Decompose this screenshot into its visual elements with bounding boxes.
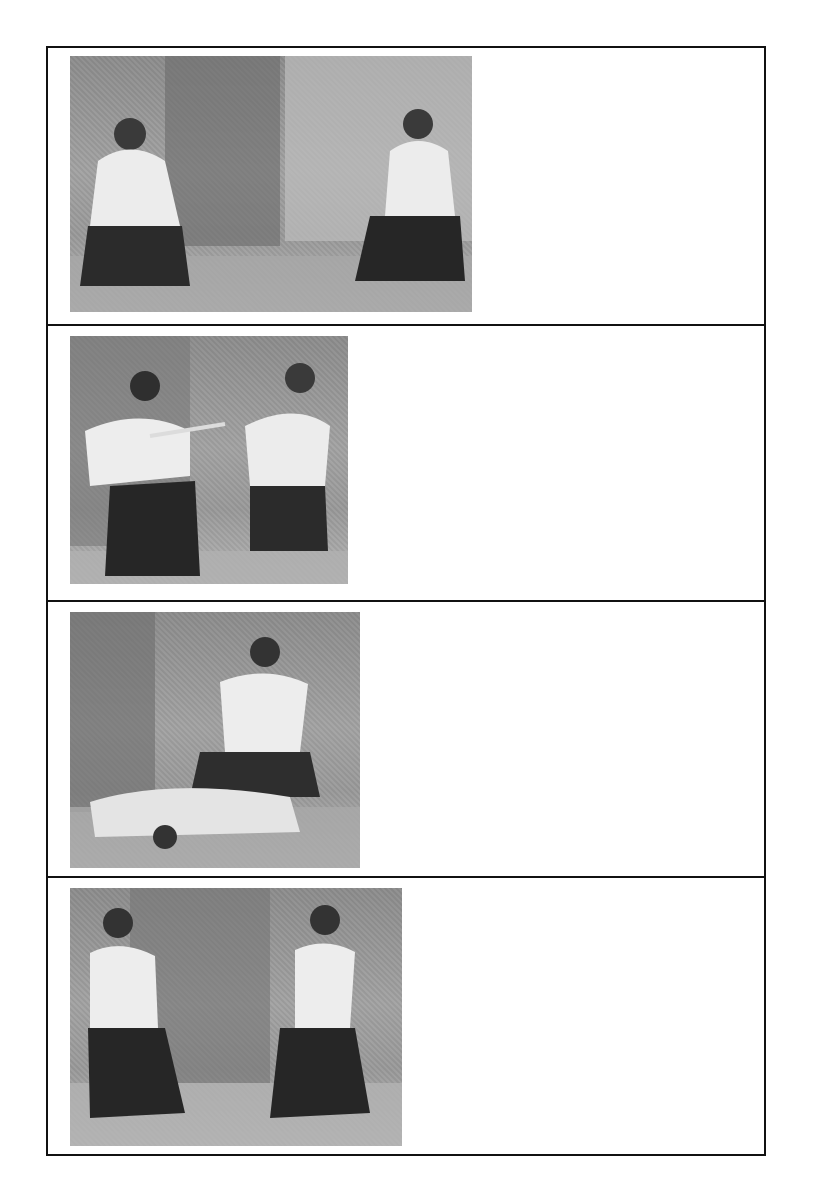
content-frame (46, 46, 766, 1156)
row-divider (48, 324, 764, 326)
row-divider (48, 600, 764, 602)
row-divider (48, 876, 764, 878)
photo-step-3 (70, 612, 360, 868)
photo-step-4 (70, 888, 402, 1146)
photo-step-2 (70, 336, 348, 584)
photo-step-1 (70, 56, 472, 312)
